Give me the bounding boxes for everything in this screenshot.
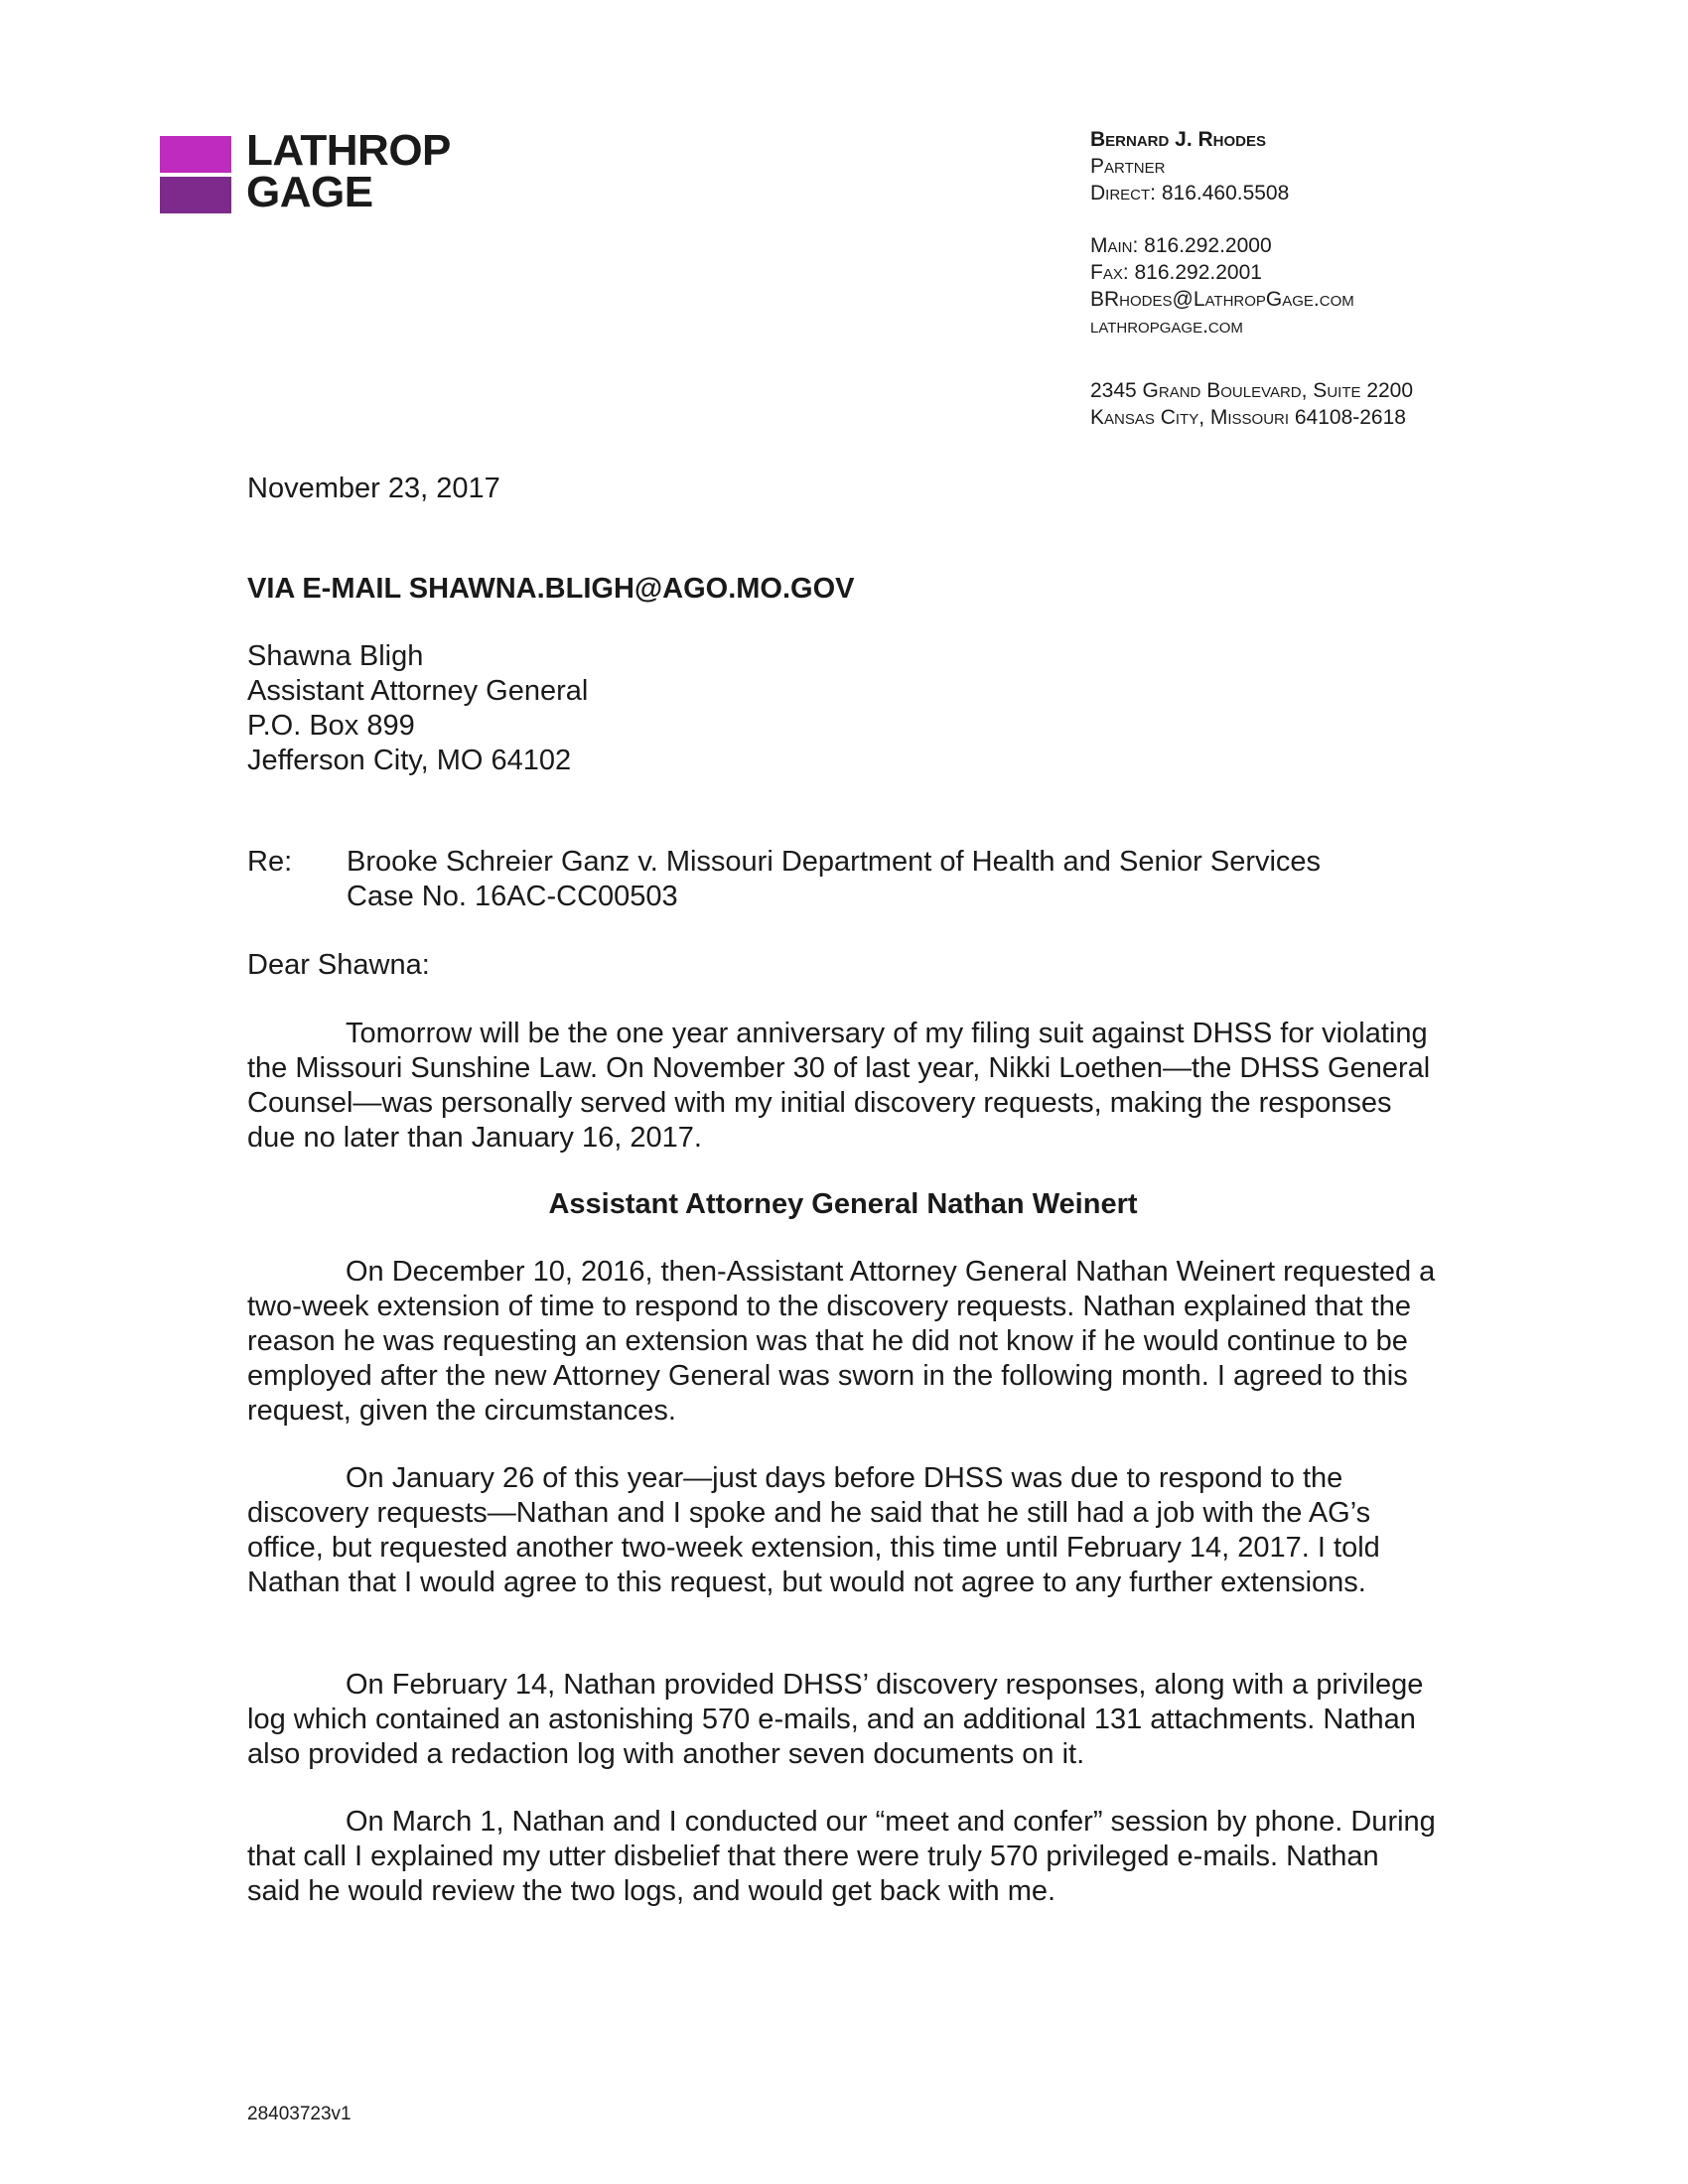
recipient-name: Shawna Bligh xyxy=(247,640,424,672)
body-paragraph-2 xyxy=(247,1255,1439,1429)
salutation: Dear Shawna: xyxy=(247,949,430,981)
logo-line-2: GAGE xyxy=(246,168,373,216)
paragraph-5-text: On March 1, Nathan and I conducted our “meet and confer” session by phone. During that call I explained my utter disbelief that there were truly 570 privileged e-mails. Nathan said he would review the two logs, and would get back with me. xyxy=(247,1806,1436,1907)
firm-address-line-1: 2345 Grand Boulevard, Suite 2200 xyxy=(1090,379,1414,402)
case-number: Case No. 16AC-CC00503 xyxy=(347,881,678,912)
sender-email: BRhodes@LathropGage.com xyxy=(1090,288,1354,311)
company-logo xyxy=(160,126,488,216)
recipient-address-line-2: Jefferson City, MO 64102 xyxy=(247,745,572,776)
fax-number: Fax: 816.292.2001 xyxy=(1090,261,1262,284)
main-phone: Main: 816.292.2000 xyxy=(1090,234,1272,257)
logo-block-top xyxy=(160,136,231,173)
recipient-address-line-1: P.O. Box 899 xyxy=(247,710,415,742)
re-label: Re: xyxy=(247,846,293,878)
delivery-method: VIA E-MAIL SHAWNA.BLIGH@AGO.MO.GOV xyxy=(247,573,855,605)
body-paragraph-3 xyxy=(247,1461,1439,1600)
body-paragraph-4 xyxy=(247,1668,1439,1772)
section-heading: Assistant Attorney General Nathan Weinert xyxy=(548,1188,1138,1220)
firm-website: lathropgage.com xyxy=(1090,315,1243,338)
logo-line-1: LATHROP xyxy=(246,126,451,175)
logo-wordmark xyxy=(246,126,451,216)
body-paragraph-5 xyxy=(247,1805,1439,1909)
logo-mark xyxy=(160,136,231,213)
recipient-address xyxy=(247,639,1439,778)
paragraph-3-text: On January 26 of this year—just days before DHSS was due to respond to the discovery requests—Nathan and I spoke and he said that he still had a job with the AG’s office, but requested another two-week extension, this time until February 14, 2017. I told Nathan that I would agree to this request, but would not agree to any further extensions. xyxy=(247,1462,1380,1598)
firm-address-line-2: Kansas City, Missouri 64108-2618 xyxy=(1090,406,1406,429)
letter-date: November 23, 2017 xyxy=(247,473,500,504)
case-caption: Brooke Schreier Ganz v. Missouri Department of Health and Senior Services xyxy=(347,846,1322,878)
document-id: 28403723v1 xyxy=(247,2104,352,2124)
letterhead-contact xyxy=(1090,126,1607,431)
paragraph-2-text: On December 10, 2016, then-Assistant Attorney General Nathan Weinert requested a two-week extension of time to respond to the discovery requests. Nathan explained that the reason he was requesting an extension was that he did not know if he would continue to be employed after the new Attorney General was sworn in the following month. I agreed to this request, given the circumstances. xyxy=(247,1256,1436,1427)
paragraph-1-text: Tomorrow will be the one year anniversary of my filing suit against DHSS for violating the Missouri Sunshine Law. On November 30 of last year, Nikki Loethen—the DHSS General Counsel—was personally served with my initial discovery requests, making the responses due no later than January 16, 2017. xyxy=(247,1018,1431,1154)
logo-block-bottom xyxy=(160,177,231,213)
body-paragraph-1 xyxy=(247,1017,1439,1156)
sender-direct-phone: Direct: 816.460.5508 xyxy=(1090,182,1290,205)
paragraph-4-text: On February 14, Nathan provided DHSS’ discovery responses, along with a privilege log which contained an astonishing 570 e-mails, and an additional 131 attachments. Nathan also provided a redaction log with another seven documents on it. xyxy=(247,1669,1424,1770)
recipient-title: Assistant Attorney General xyxy=(247,675,589,707)
sender-name: Bernard J. Rhodes xyxy=(1090,128,1267,151)
sender-title: Partner xyxy=(1090,155,1166,178)
